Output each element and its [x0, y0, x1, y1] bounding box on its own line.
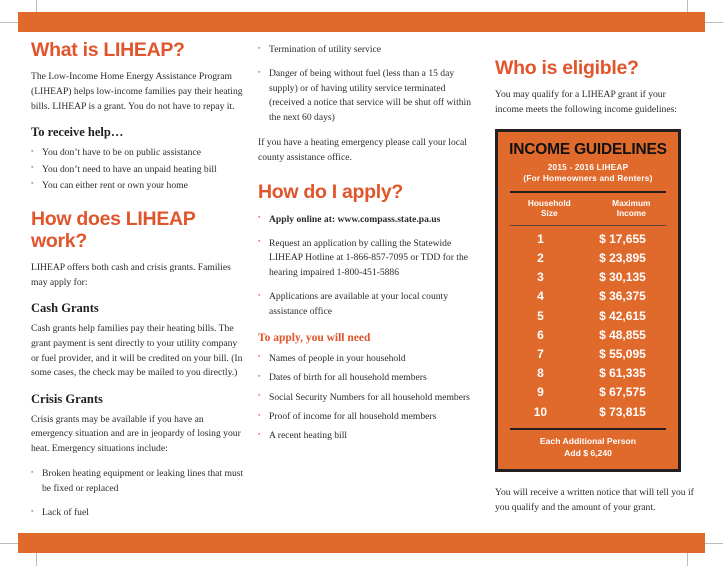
cell-maximum-income: $ 42,615: [599, 308, 646, 323]
heading-how-do-i-apply: How do I apply?: [258, 181, 403, 204]
crop-guide-top-right: [705, 22, 723, 23]
cell-household-size: 5: [537, 308, 544, 323]
table-row: [506, 287, 670, 306]
subheading-cash-grants: Cash Grants: [31, 301, 99, 316]
table-row: [506, 248, 670, 267]
cell-household-size: 8: [537, 366, 544, 381]
list-item: ▪ Dates of birth for all household members: [258, 371, 480, 385]
income-footer-each-additional-person: Each Additional Person: [539, 436, 637, 447]
heading-how-does-liheap-work: How does LIHEAP work?: [31, 208, 196, 252]
cell-maximum-income: $ 30,135: [599, 270, 646, 285]
column-header-maximum-income: [593, 198, 670, 221]
header-line-1: Maximum: [612, 198, 651, 209]
paragraph-written-notice: You will receive a written notice that will tell you if you qualify and the amount of your grant.: [495, 487, 694, 513]
table-row: [506, 229, 670, 248]
list-to-receive-help: [31, 146, 246, 193]
cell-maximum-income: $ 48,855: [599, 327, 646, 342]
list-item: ▪ Proof of income for all household members: [258, 410, 480, 424]
divider-under-title: [510, 191, 666, 193]
subheading-to-receive-help: To receive help…: [31, 125, 124, 140]
paragraph-heating-emergency: If you have a heating emergency please call your local county assistance office.: [258, 136, 467, 163]
cell-household-size: 7: [537, 346, 544, 361]
list-item: ▪ Applications are available at your local county assistance office: [258, 290, 480, 319]
paragraph-liheap-offers: LIHEAP offers both cash and crisis grants. Families may apply for:: [31, 262, 231, 288]
column-three: [495, 40, 695, 525]
list-application-requirements: [258, 352, 480, 444]
list-item: ▪ Names of people in your household: [258, 352, 480, 366]
list-item: ▪ Termination of utility service: [258, 43, 480, 57]
list-item-apply-online[interactable]: ▪ Apply online at: www.compass.state.pa.us: [258, 213, 480, 227]
top-orange-banner: [18, 12, 705, 32]
cell-household-size: 2: [537, 251, 544, 266]
cell-household-size: 9: [537, 385, 544, 400]
cell-maximum-income: $ 36,375: [599, 289, 646, 304]
table-row: [506, 364, 670, 383]
paragraph-crisis-grants: Crisis grants may be available if you have an emergency situation and are in jeopardy of losing your heat. Emergency situations include:: [31, 413, 241, 454]
cell-household-size: 10: [533, 404, 548, 419]
subheading-to-apply-you-will-need: To apply, you will need: [258, 331, 371, 344]
list-emergency-situations: [31, 467, 246, 520]
list-item: ▪ Request an application by calling the Statewide LIHEAP Hotline at 1-866-857-7095 or TDD for the hearing impaired 1-800-451-5886: [258, 237, 480, 280]
header-line-2: Income: [616, 208, 646, 219]
heading-what-is-liheap: What is LIHEAP?: [31, 39, 185, 61]
income-guidelines-title: INCOME GUIDELINES: [509, 140, 667, 158]
crop-guide-left-bottom: [36, 553, 37, 566]
list-item: ▪ Danger of being without fuel (less than a 15 day supply) or of having utility service terminated (received a notice that service will be shut off within the next 60 days): [258, 67, 480, 125]
list-item: ▪ Social Security Numbers for all household members: [258, 391, 480, 405]
list-item: ▪ You can either rent or own your home: [31, 179, 246, 193]
crop-guide-top-left: [0, 22, 18, 23]
income-guidelines-subtitle-year: 2015 - 2016 LIHEAP: [547, 161, 629, 172]
income-footer-add-amount: Add $ 6,240: [564, 448, 612, 459]
cell-maximum-income: $ 73,815: [599, 404, 646, 419]
income-guidelines-rows: [506, 229, 670, 421]
list-item: ▪ You don’t have to be on public assistance: [31, 146, 246, 160]
table-row: [506, 402, 670, 421]
header-line-2: Size: [541, 208, 558, 219]
brochure-columns: [0, 40, 723, 525]
list-item: ▪ Lack of fuel: [31, 506, 246, 520]
income-guidelines-box: [495, 129, 681, 473]
list-emergency-situations-continued: [258, 43, 480, 125]
table-row: [506, 325, 670, 344]
cell-household-size: 6: [537, 327, 544, 342]
table-row: [506, 306, 670, 325]
divider-above-footer: [510, 428, 666, 430]
income-guidelines-table: [506, 198, 670, 221]
table-row: [506, 268, 670, 287]
paragraph-what-is-liheap: The Low-Income Home Energy Assistance Program (LIHEAP) helps low-income families pay their heating bills. LIHEAP is a grant. You do not have to repay it.: [31, 71, 243, 112]
paragraph-cash-grants: Cash grants help families pay their heating bills. The grant payment is sent directly to your utility company or fuel provider, and it will be credited on your bill. (In some cases, the check may be mailed to you directly.): [31, 323, 243, 379]
crop-guide-right-bottom: [687, 553, 688, 566]
heading-who-is-eligible: Who is eligible?: [495, 57, 639, 79]
cell-household-size: 3: [537, 270, 544, 285]
table-header-row: [506, 198, 670, 221]
cell-household-size: 4: [537, 289, 544, 304]
cell-maximum-income: $ 61,335: [599, 366, 646, 381]
list-item: ▪ You don’t need to have an unpaid heating bill: [31, 163, 246, 177]
crop-guide-bottom-left: [0, 543, 18, 544]
divider-under-headers: [510, 225, 666, 227]
cell-maximum-income: $ 17,655: [599, 231, 646, 246]
list-item: ▪ Broken heating equipment or leaking lines that must be fixed or replaced: [31, 467, 246, 496]
crop-guide-bottom-right: [705, 543, 723, 544]
paragraph-who-may-qualify: You may qualify for a LIHEAP grant if your income meets the following income guidelines:: [495, 89, 677, 116]
cell-maximum-income: $ 55,095: [599, 346, 646, 361]
cell-household-size: 1: [537, 231, 544, 246]
cell-maximum-income: $ 67,575: [599, 385, 646, 400]
crop-guide-left-top: [36, 0, 37, 12]
table-row: [506, 344, 670, 363]
crop-guide-right-top: [687, 0, 688, 12]
table-row: [506, 383, 670, 402]
header-line-1: Household: [527, 198, 571, 209]
bottom-orange-banner: [18, 533, 705, 553]
income-guidelines-subtitle-audience: (For Homeowners and Renters): [523, 172, 653, 183]
subheading-crisis-grants: Crisis Grants: [31, 391, 103, 406]
column-header-household-size: [506, 198, 593, 221]
list-how-to-apply: [258, 213, 480, 319]
column-two: [258, 40, 480, 455]
column-one: [31, 40, 246, 532]
list-item: ▪ A recent heating bill: [258, 429, 480, 443]
cell-maximum-income: $ 23,895: [599, 251, 646, 266]
